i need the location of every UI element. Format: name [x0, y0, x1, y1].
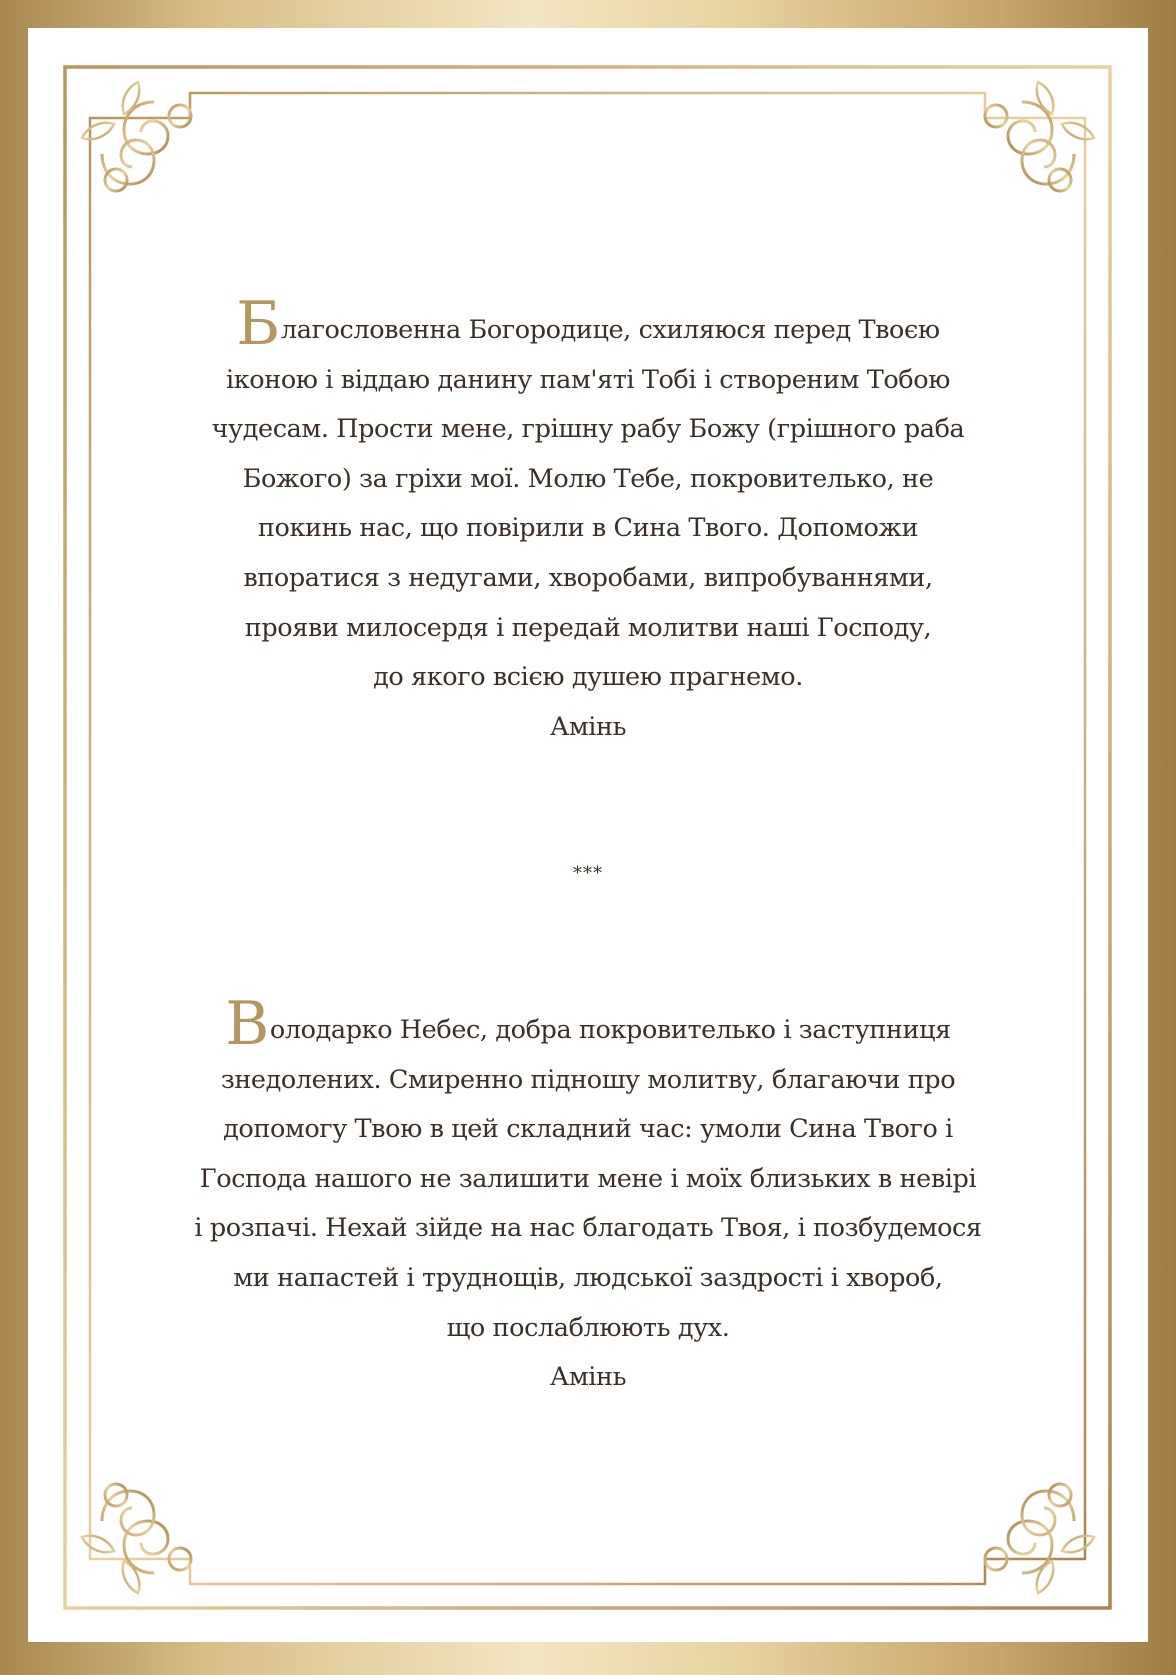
prayer-line: допомогу Твою в цей складний час: умоли Сина Твого і: [223, 1114, 953, 1145]
amen: Амінь: [549, 1362, 627, 1393]
prayer-line: що послаблюють дух.: [446, 1312, 730, 1343]
section-separator: ***: [573, 863, 603, 884]
prayer-second: [160, 989, 1016, 1403]
prayer-line: ми напастей і труднощів, людської заздрості і хвороб,: [233, 1262, 943, 1293]
amen: Амінь: [549, 711, 627, 742]
prayer-first: [160, 289, 1016, 752]
drop-cap: Б: [236, 289, 280, 359]
prayer-line: Володарко Небес, добра покровителько і заступниця: [225, 989, 951, 1059]
prayer-line: впоратися з недугами, хворобами, випробуваннями,: [243, 562, 933, 593]
prayer-line: до якого всією душею прагнемо.: [373, 662, 803, 693]
prayer-line: чудесам. Прости мене, грішну рабу Божу (грішного раба: [211, 414, 965, 445]
drop-cap: В: [225, 989, 269, 1059]
prayer-line: Благословенна Богородице, схиляюся перед Твоєю: [236, 289, 940, 359]
prayer-line: іконою і віддаю данину пам'яті Тобі і створеним Тобою: [225, 364, 951, 395]
prayer-line: і розпачі. Нехай зійде на нас благодать Твоя, і позбудемося: [194, 1213, 982, 1244]
prayer-line: прояви милосердя і передай молитви наші Господу,: [244, 612, 932, 643]
prayer-line: знедолених. Смиренно підношу молитву, благаючи про: [220, 1064, 956, 1095]
prayer-line: Господа нашого не залишити мене і моїх близьких в невірі: [199, 1163, 977, 1194]
prayer-line: Божого) за гріхи мої. Молю Тебе, покровителько, не: [242, 463, 934, 494]
prayer-line: покинь нас, що повірили в Сина Твого. Допоможи: [257, 513, 919, 544]
